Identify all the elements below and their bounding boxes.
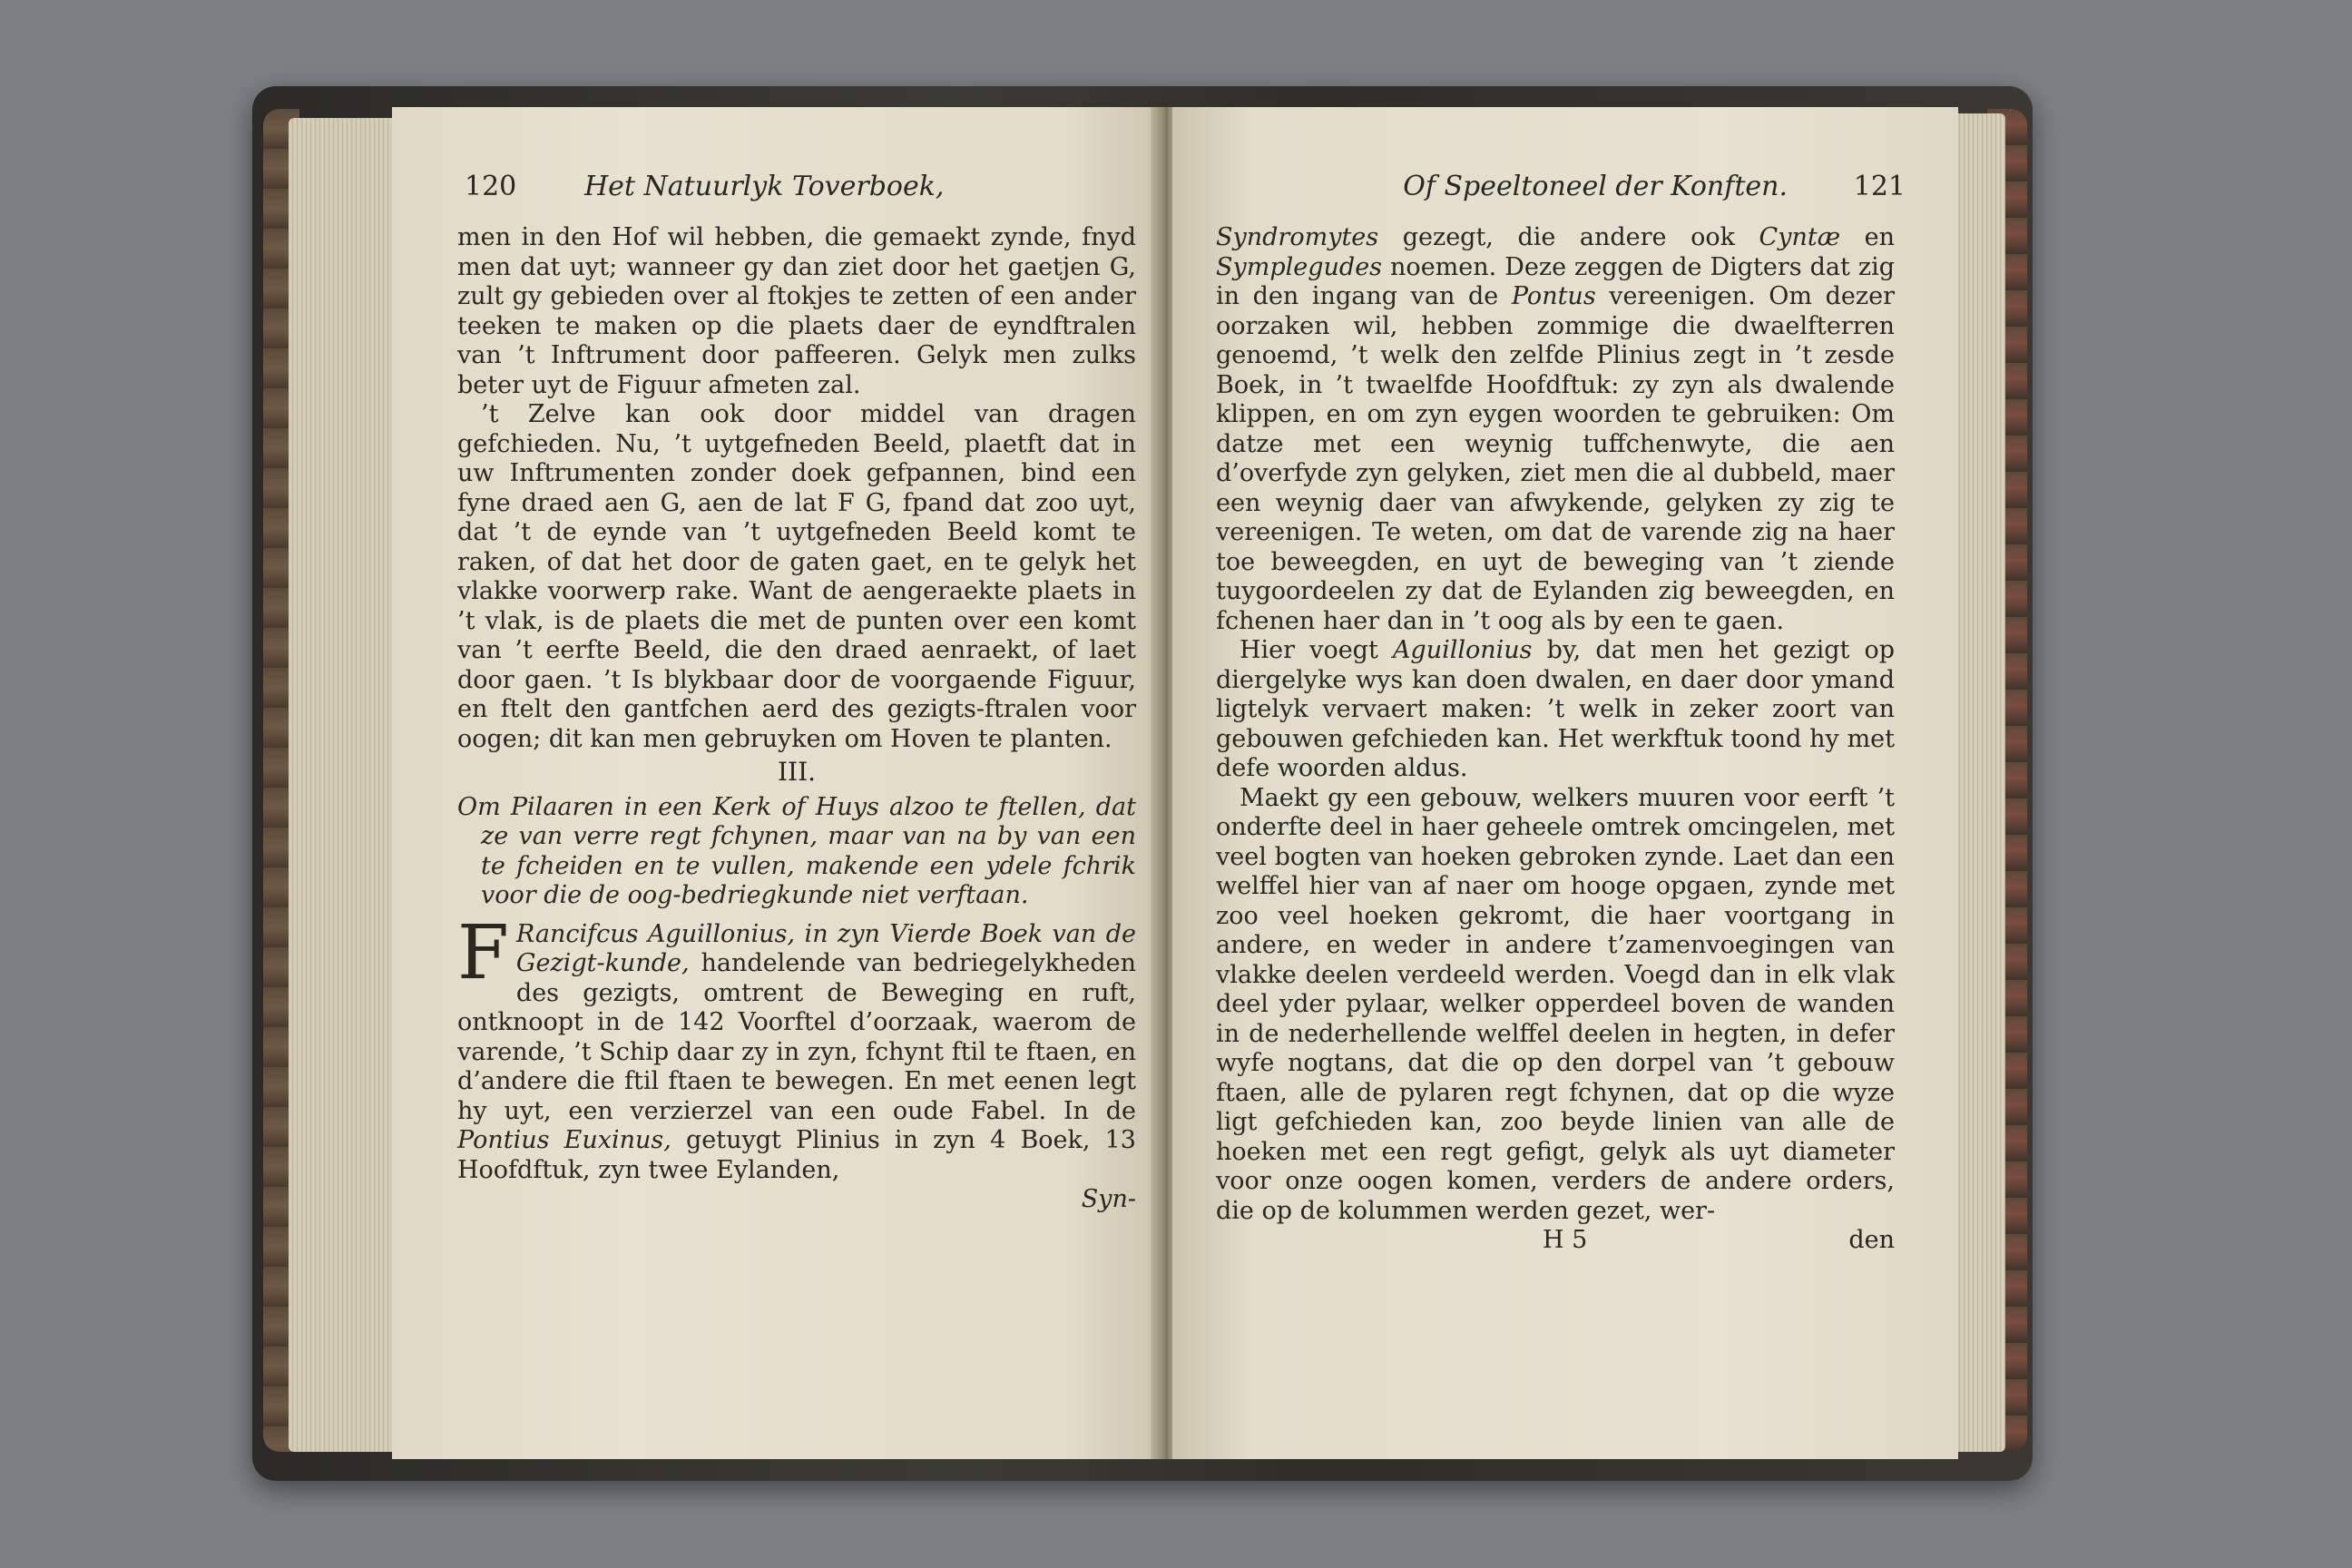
drop-cap: F [457, 909, 509, 996]
right-page-number: 121 [1853, 171, 1906, 202]
left-page [392, 107, 1160, 1459]
left-catchword: Syn- [1081, 1185, 1136, 1213]
right-catchword: den [1848, 1226, 1895, 1254]
right-paragraph-2 [1216, 636, 1895, 784]
rock-name-2: Cyntæ [1759, 223, 1841, 251]
right-page-text [1216, 223, 1895, 1226]
right-paragraph-1-part-d: vereenigen. Om dezer oorzaken wil, hebben zommige die dwaelfterren genoemd, ’t welk den zelfde Plinius zegt in ’t zesde Boek, in ’t twaelfde Hoofdftuk: zy zyn als dwalende klippen, en om zyn eygen woorden te gebruiken: Om datze met een weynig tuffchenwyte, die aen d’overfyde zyn gelyken, ziet men die al dubbeld, maer een weynig daer van afwykende, gelyken zy zig te vereenigen. Te weten, om dat de varende zig na haer toe beweegden, en uyt de beweging van ’t ziende tuygoordeelen zy dat de Eylanden zig beweegden, en fchenen haer dan in ’t oog als by een te gaen. [1216, 282, 1895, 635]
left-paragraph-1: men in den Hof wil hebben, die gemaekt zynde, fnyd men dat uyt; wanneer gy dan ziet door het gaetjen G, zult gy gebieden over al ftokjes te zetten of een ander teeken te maken op die plaets daer de eyndftralen van ’t Inftrument door paffeeren. Gelyk men zulks beter uyt de Figuur afmeten zal. [457, 223, 1136, 399]
right-paragraph-2-part-a: Hier voegt [1240, 636, 1393, 664]
right-paragraph-1 [1216, 223, 1895, 636]
page-stack-left [289, 118, 397, 1452]
left-footer [457, 1185, 1136, 1218]
section-title: Om Pilaaren in een Kerk of Huys alzoo te ftellen, dat ze van verre regt fchynen, maar van na by van een te fcheiden en te vullen, makende een ydele fchrik voor die de oog-bedriegkunde niet verftaan. [457, 792, 1136, 909]
right-paragraph-1-part-b: en [1840, 223, 1896, 251]
right-paragraph-3: Maekt gy een gebouw, welkers muuren voor eerft ’t onderfte deel in haer geheele omtrek omcingelen, met veel bogten van hoeken gebroken zynde. Laet dan een welffel hier van af naer om hooge opgaen, zynde met zoo veel hoeken gekromt, die haer voortgang in andere, en weder in andere t’zamenvoegingen van vlakke deelen verdeeld werden. Voegd dan in elk vlak deel yder pylaar, welker opperdeel boven de wanden in de nederhellende welffel deelen in hegten, in defer wyfe nogtans, dat die op den dorpel van ’t gebouw ftaen, alle de pylaren regt fchynen, dat op die wyze ligt gefchieden kan, zoo beyde linien van alle de hoeken met een regt gefigt, gelyk als uyt diameter voor onze oogen komen, verders de andere orders, die op de kolummen werden gezet, wer- [1216, 783, 1895, 1225]
left-page-number: 120 [465, 171, 517, 202]
right-paragraph-2-part-b: by, dat men het gezigt op diergelyke wys kan doen dwalen, en daer door ymand ligtelyk vervaert maken: ’t welk in zeker zoort van gebouwen gefchieden kan. Het werkftuk toond hy met defe woorden aldus. [1216, 636, 1896, 782]
right-paragraph-1-part-a: gezegt, die andere ook [1378, 223, 1759, 251]
left-paragraph-3 [457, 909, 1136, 1186]
signature-mark: H 5 [1543, 1226, 1588, 1254]
left-running-head [457, 171, 1147, 214]
left-running-title: Het Natuurlyk Toverboek, [584, 171, 945, 202]
page-stack-right [1951, 113, 2005, 1452]
author-name-2: Aguillonius [1392, 636, 1533, 664]
right-paragraph-1-part-c: noemen. Deze zeggen de Digters dat zig in den ingang van de [1216, 252, 1895, 310]
left-paragraph-2: ’t Zelve kan ook door middel van dragen gefchieden. Nu, ’t uytgefneden Beeld, plaetft dat in uw Inftrumenten zonder doek gefpannen, bind een fyne draed aen G, aen de lat F G, fpand dat zoo uyt, dat ’t de eynde van ’t uytgefneden Beeld komt te raken, of dat het door de gaten gaet, en te gelyk het vlakke voorwerp rake. Want de aengeraekte plaets in ’t vlak, is de plaets die met de punten over een komt van ’t eerfte Beeld, die den draed aenraekt, of laet door gaen. ’t Is blykbaar door de voorgaende Figuur, en ftelt den gantfchen aerd des gezigts-ftralen voor oogen; dit kan men gebruyken om Hoven te planten. [457, 400, 1136, 753]
left-page-text [457, 223, 1136, 1185]
right-running-head [1216, 171, 1906, 214]
left-paragraph-3-part-1: handelende van bedriegelykheden des gezigts, omtrent de Beweging en ruft, ontknoopt in de 142 Voorftel d’oorzaak, waerom de varende, ’t Schip daar zy in zyn, fchynt ftil te ftaen, en d’andere die ftil ftaen te bewegen. En met eenen legt hy uyt, een verzierzel van een oude Fabel. In de [457, 949, 1136, 1125]
place-name: Pontius Euxinus, [457, 1126, 671, 1154]
author-name: Rancifcus Aguillonius, in zyn Vierde Boek van de Gezigt-kunde, [515, 919, 1136, 977]
rock-name-3: Symplegudes [1216, 252, 1383, 281]
left-paragraph-3-part-2: getuygt Plinius in zyn 4 Boek, 13 Hoofdftuk, zyn twee Eylanden, [457, 1126, 1136, 1184]
section-number: III. [777, 757, 817, 787]
place-name-pontus: Pontus [1511, 282, 1596, 310]
right-running-title: Of Speeltoneel der Konften. [1403, 171, 1788, 202]
rock-name-1: Syndromytes [1216, 223, 1379, 251]
right-page [1172, 107, 1958, 1459]
right-footer [1216, 1226, 1895, 1259]
